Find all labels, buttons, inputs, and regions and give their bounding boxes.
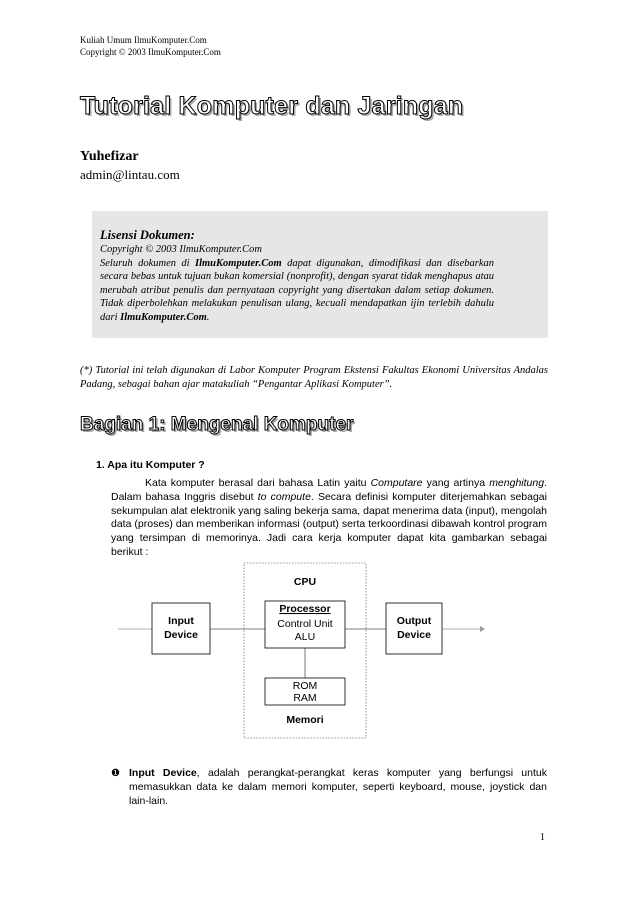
input-label-2: Device bbox=[164, 629, 198, 641]
output-label-1: Output bbox=[396, 615, 432, 627]
section-heading: Bagian 1: Mengenal Komputer bbox=[80, 414, 354, 435]
cpu-label: CPU bbox=[293, 576, 317, 588]
bullet-text: , adalah perangkat-perangkat keras komputer yang berfungsi untuk memasukkan data ke dalam memori komputer, seperti keyboard, mouse, joystick dan lain-lain. bbox=[129, 767, 547, 807]
input-label-1: Input bbox=[168, 615, 194, 627]
memori-label: Memori bbox=[286, 714, 324, 726]
page-number: 1 bbox=[540, 832, 545, 843]
bullet-number-icon: ❶ bbox=[111, 768, 120, 779]
license-body: Seluruh dokumen di IlmuKomputer.Com dapat digunakan, dimodifikasi dan disebarkan secara bebas untuk tujuan bukan komersial (nonprofit), dengan syarat tidak menghapus atau merubah atribut penulis dan pernyataan copyright yang disertakan dalam setiap dokumen. Tidak diperbolehkan melakukan penulisan ulang, kecuali mendapatkan ijin terlebih dahulu dari IlmuKomputer.Com. bbox=[100, 257, 494, 323]
control-unit-label: Control Unit bbox=[277, 618, 333, 630]
header-line-1: Kuliah Umum IlmuKomputer.Com bbox=[80, 35, 207, 45]
output-label-2: Device bbox=[397, 629, 431, 641]
author-name: Yuhefizar bbox=[80, 149, 139, 164]
license-copyright: Copyright © 2003 IlmuKomputer.Com bbox=[100, 244, 262, 255]
header-line-2: Copyright © 2003 IlmuKomputer.Com bbox=[80, 47, 221, 57]
rom-label: ROM bbox=[292, 680, 318, 692]
document-title: Tutorial Komputer dan Jaringan bbox=[80, 92, 464, 120]
author-email: admin@lintau.com bbox=[80, 167, 180, 182]
license-heading: Lisensi Dokumen: bbox=[100, 228, 195, 242]
usage-note: (*) Tutorial ini telah digunakan di Labor Komputer Program Ekstensi Fakultas Ekonomi Universitas Andalas Padang, sebagai bahan ajar matakuliah “Pengantar Aplikasi Komputer”. bbox=[80, 365, 548, 390]
processor-label: Processor bbox=[279, 603, 331, 615]
alu-label: ALU bbox=[294, 631, 316, 643]
question-heading: 1. Apa itu Komputer ? bbox=[96, 459, 205, 471]
bullet-term: Input Device bbox=[129, 767, 197, 779]
license-site-2: IlmuKomputer.Com bbox=[120, 311, 207, 323]
license-site: IlmuKomputer.Com bbox=[195, 257, 282, 269]
ram-label: RAM bbox=[293, 692, 317, 704]
definition-paragraph: Kata komputer berasal dari bahasa Latin yaitu Computare yang artinya menghitung. Dalam bahasa Inggris disebut to compute. Secara definisi komputer diterjemahkan sebagai sekumpulan alat elektronik yang saling bekerja sama, dapat menerima data (input), mengolah data (proses) dan memberikan informasi (output) serta terkoordinasi dibawah kontrol program yang tersimpan di memorinya. Jadi cara kerja komputer dapat kita gambarkan sebagai berikut : bbox=[111, 477, 547, 558]
input-device-bullet bbox=[111, 767, 547, 808]
